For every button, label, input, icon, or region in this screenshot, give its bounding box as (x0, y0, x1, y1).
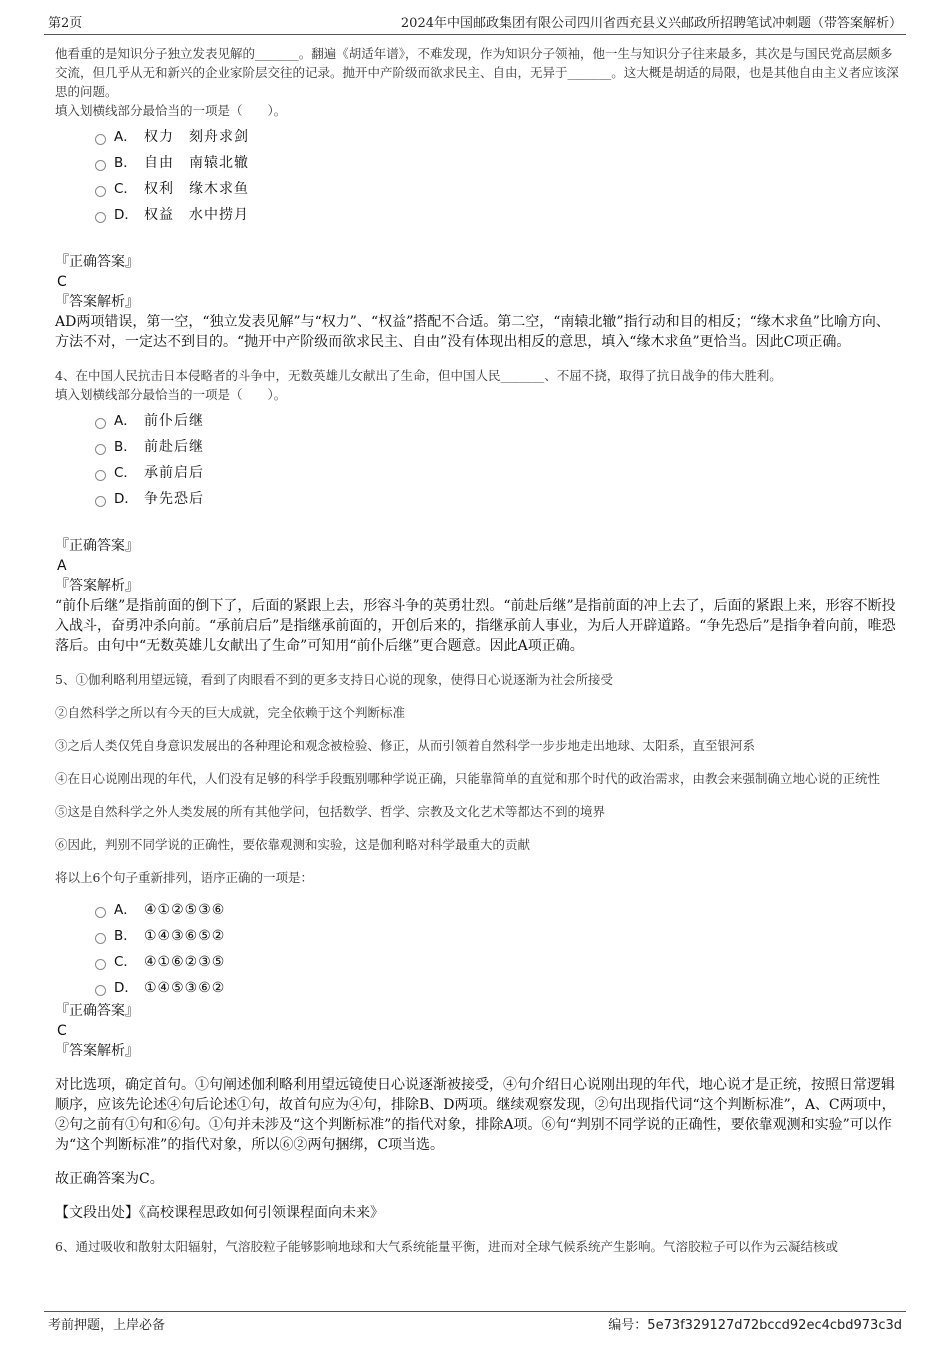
radio-button-icon[interactable] (95, 959, 106, 970)
question-3-prompt: 填入划横线部分最恰当的一项是（ ）。 (55, 103, 287, 118)
sentence-2: ②自然科学之所以有今天的巨大成就，完全依赖于这个判断标准 (55, 705, 406, 720)
radio-button-icon[interactable] (95, 496, 106, 507)
page-footer (44, 1311, 906, 1333)
radio-button-icon[interactable] (95, 907, 106, 918)
explanation-label: 『答案解析』 (55, 294, 139, 310)
explanation-text: 对比选项，确定首句。①句阐述伽利略利用望远镜使日心说逐渐被接受，④句介绍日心说刚出现的年代，地心说才是正统，按照日常逻辑顺序，应该先论述④句后论述①句，故首句应为④句，排除B、D两项。继续观察发现，②句出现指代词“这个判断标准”，A、C两项中，②句之前有①句和⑥句。①句并未涉及“这个判断标准”的指代对象，排除A项。⑥句“判别不同学说的正确性，要依靠观测和实验”可以作为“这个判断标准”的指代对象，所以⑥②两句捆绑，C项当选。 (55, 1077, 896, 1153)
option-b[interactable]: B． 自由 南辕北辙 (95, 150, 900, 176)
radio-button-icon[interactable] (95, 985, 106, 996)
option-b[interactable]: B． ①④③⑥⑤② (95, 923, 900, 949)
radio-button-icon[interactable] (95, 160, 106, 171)
question-3-options (95, 124, 900, 228)
radio-button-icon[interactable] (95, 444, 106, 455)
document-title: 2024年中国邮政集团有限公司四川省西充县义兴邮政所招聘笔试冲刺题（带答案解析） (400, 16, 902, 31)
explanation-text: AD两项错误，第一空，“独立发表见解”与“权力”、“权益”搭配不合适。第二空，“南辕北辙”指行动和目的相反；“缘木求鱼”比喻方向、方法不对，一定达不到目的。“抛开中产阶级而欲求民主、自由”没有体现出相反的意思，填入“缘木求鱼”更恰当。因此C项正确。 (55, 314, 890, 350)
radio-button-icon[interactable] (95, 418, 106, 429)
question-3-passage: 他看重的是知识分子独立发表见解的_______。翻遍《胡适年谱》，不难发现，作为知识分子领袖，他一生与知识分子往来最多，其次是与国民党高层颇多交流，但几乎从无和新兴的企业家阶层交往的记录。抛开中产阶级而欲求民主、自由，无异于_______。这大概是胡适的局限，也是其他自由主义者应该深思的问题。 (55, 46, 899, 99)
option-a[interactable]: A． 前仆后继 (95, 408, 900, 434)
document-id-value: 5e73f329127d72bccd92ec4cbd973c3d (647, 1318, 902, 1333)
conclusion-text: 故正确答案为C。 (55, 1171, 164, 1187)
sentence-4: ④在日心说刚出现的年代，人们没有足够的科学手段甄别哪种学说正确，只能靠简单的直觉和那个时代的政治需求，由教会来强制确立地心说的正统性 (55, 771, 881, 786)
radio-button-icon[interactable] (95, 212, 106, 223)
answer-label: 『正确答案』 (55, 254, 139, 270)
question-4-options (95, 408, 900, 512)
question-5-prompt: 将以上6个句子重新排列，语序正确的一项是： (55, 870, 313, 885)
radio-button-icon[interactable] (95, 186, 106, 197)
answer-label: 『正确答案』 (55, 538, 139, 554)
option-d[interactable]: D． 权益 水中捞月 (95, 202, 900, 228)
page-number: 第2页 (48, 16, 83, 31)
question-3 (55, 44, 900, 352)
question-4-stem: 4、在中国人民抗击日本侵略者的斗争中，无数英雄儿女献出了生命，但中国人民_______、不屈不挠，取得了抗日战争的伟大胜利。 (55, 368, 782, 383)
page-header (44, 12, 906, 35)
option-b[interactable]: B． 前赴后继 (95, 434, 900, 460)
source-citation: 【文段出处】《高校课程思政如何引领课程面向未来》 (55, 1205, 384, 1221)
sentence-6: ⑥因此，判别不同学说的正确性，要依靠观测和实验，这是伽利略对科学最重大的贡献 (55, 837, 531, 852)
radio-button-icon[interactable] (95, 134, 106, 145)
answer-label: 『正确答案』 (55, 1003, 139, 1019)
correct-answer: A (57, 558, 67, 574)
option-d[interactable]: D． ①④⑤③⑥② (95, 975, 900, 1001)
option-a[interactable]: A． ④①②⑤③⑥ (95, 897, 900, 923)
question-6-stem: 6、通过吸收和散射太阳辐射，气溶胶粒子能够影响地球和大气系统能量平衡，进而对全球气候系统产生影响。气溶胶粒子可以作为云凝结核或 (55, 1239, 838, 1254)
sentence-1: 5、①伽利略利用望远镜，看到了肉眼看不到的更多支持日心说的现象，使得日心说逐渐为社会所接受 (55, 672, 613, 687)
page-content (55, 44, 900, 1256)
sentence-5: ⑤这是自然科学之外人类发展的所有其他学问，包括数学、哲学、宗教及文化艺术等都达不到的境界 (55, 804, 606, 819)
explanation-label: 『答案解析』 (55, 1043, 139, 1059)
option-c[interactable]: C． 权利 缘木求鱼 (95, 176, 900, 202)
option-c[interactable]: C． ④①⑥②③⑤ (95, 949, 900, 975)
footer-slogan: 考前押题，上岸必备 (48, 1318, 166, 1333)
radio-button-icon[interactable] (95, 933, 106, 944)
question-4 (55, 366, 900, 656)
correct-answer: C (57, 274, 67, 290)
option-d[interactable]: D． 争先恐后 (95, 486, 900, 512)
question-5-options (95, 897, 900, 1001)
correct-answer: C (57, 1023, 67, 1039)
document-id (608, 1316, 902, 1336)
question-4-prompt: 填入划横线部分最恰当的一项是（ ）。 (55, 387, 287, 402)
sentence-3: ③之后人类仅凭自身意识发展出的各种理论和观念被检验、修正，从而引领着自然科学一步步地走出地球、太阳系，直至银河系 (55, 738, 756, 753)
explanation-label: 『答案解析』 (55, 578, 139, 594)
explanation-text: “前仆后继”是指前面的倒下了，后面的紧跟上去，形容斗争的英勇壮烈。“前赴后继”是指前面的冲上去了，后面的紧跟上来，形容不断投入战斗，奋勇冲杀向前。“承前启后”是指继承前面的，开创后来的，指继承前人事业，为后人开辟道路。“争先恐后”是指争着向前，唯恐落后。由句中“无数英雄儿女献出了生命”可知用“前仆后继”更合题意。因此A项正确。 (55, 598, 896, 654)
question-5 (55, 670, 900, 1223)
option-a[interactable]: A． 权力 刻舟求剑 (95, 124, 900, 150)
document-id-label: 编号： (608, 1318, 648, 1333)
radio-button-icon[interactable] (95, 470, 106, 481)
question-6 (55, 1237, 900, 1256)
option-c[interactable]: C． 承前启后 (95, 460, 900, 486)
